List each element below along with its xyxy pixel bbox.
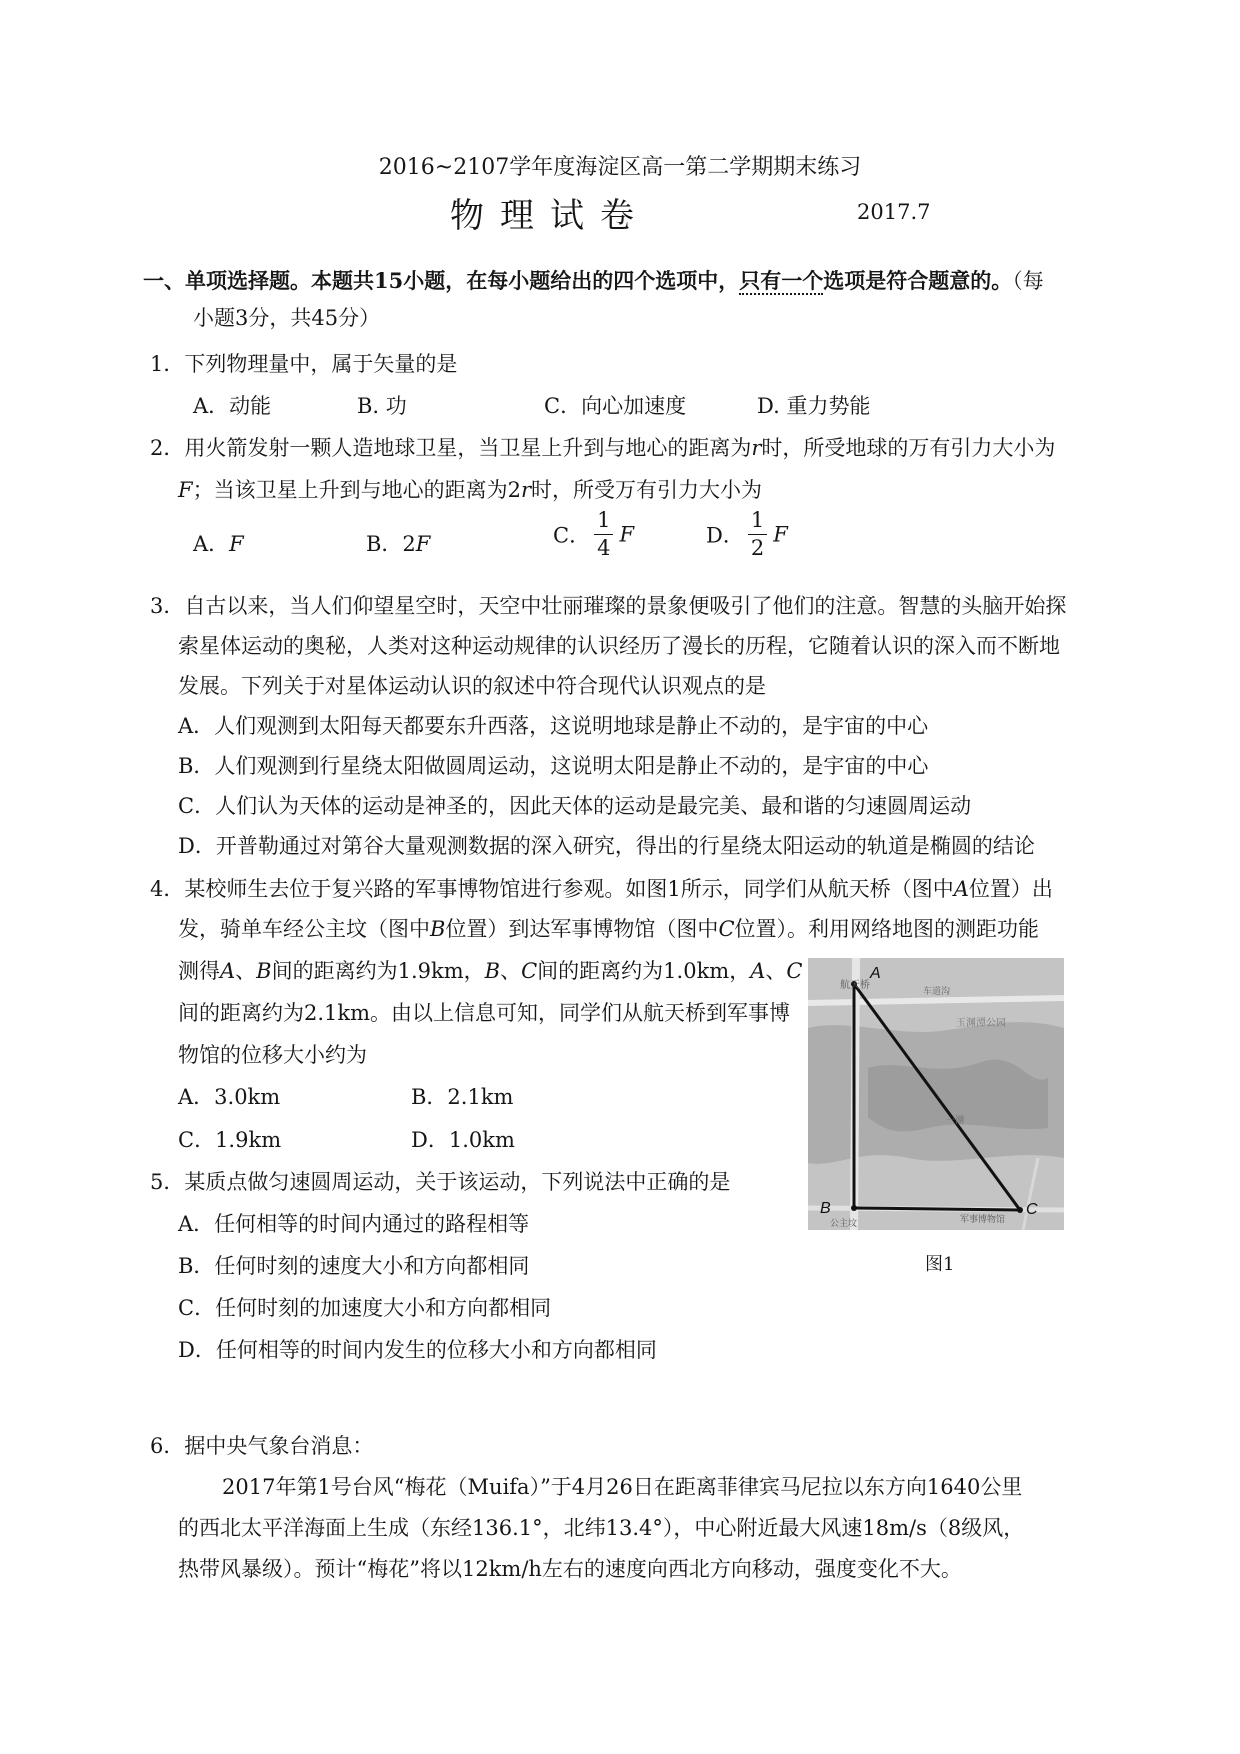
q4-stem-line5: 物馆的位移大小约为 bbox=[178, 1043, 367, 1067]
q4-option-d: D．1.0km bbox=[411, 1128, 515, 1152]
section-heading-bold: 一、单项选择题。本题共15小题，在每小题给出的四个选项中， bbox=[143, 268, 740, 293]
q2-option-c bbox=[553, 510, 634, 559]
q4-text: 位置）。利用网络地图的测距功能 bbox=[734, 917, 1040, 941]
q4-var: A bbox=[750, 959, 766, 983]
map-label-c: C bbox=[1026, 1201, 1038, 1218]
q3-stem-line1: 3．自古以来，当人们仰望星空时，天空中壮丽璀璨的景象便吸引了他们的注意。智慧的头脑开始探 bbox=[150, 594, 1067, 618]
section-heading bbox=[143, 265, 1044, 295]
q1-option-b: B. 功 bbox=[357, 394, 407, 418]
q2-option-c-var: F bbox=[619, 522, 635, 547]
q4-text: 、 bbox=[235, 959, 257, 983]
q4-option-c: C．1.9km bbox=[178, 1128, 282, 1152]
q4-stem-line1 bbox=[150, 873, 1053, 903]
q1-option-c: C．向心加速度 bbox=[544, 394, 687, 418]
q4-stem-line2 bbox=[178, 913, 1039, 943]
q2-option-a bbox=[193, 528, 244, 558]
q4-var: B bbox=[256, 959, 272, 983]
q2-option-b-var: F bbox=[415, 532, 431, 556]
q2-option-d bbox=[706, 510, 788, 559]
q2-option-d-label: D． bbox=[706, 523, 744, 548]
q4-text: 间的距离约为1.0km， bbox=[537, 959, 751, 983]
q4-var: C bbox=[718, 917, 735, 941]
section-heading-note-line2: 小题3分，共45分） bbox=[193, 306, 381, 330]
map-text: 航天桥 bbox=[840, 980, 870, 991]
map-label-a: A bbox=[870, 965, 881, 982]
q1-stem: 1．下列物理量中，属于矢量的是 bbox=[150, 352, 458, 376]
q4-text: 、 bbox=[765, 959, 787, 983]
exam-subject-title: 物理试卷 bbox=[450, 196, 650, 236]
q2-option-b bbox=[366, 528, 430, 558]
q4-stem-line3 bbox=[178, 955, 802, 985]
q2-var: F bbox=[178, 478, 193, 502]
section-heading-bold-end: 选项是符合题意的。 bbox=[823, 268, 1013, 293]
q2-option-c-fraction bbox=[594, 510, 613, 559]
q4-text: 发，骑单车经公主坟（图中 bbox=[178, 917, 430, 941]
figure-map bbox=[808, 958, 1064, 1230]
q2-var: r bbox=[751, 436, 762, 460]
q3-stem-line3: 发展。下列关于对星体运动认识的叙述中符合现代认识观点的是 bbox=[178, 674, 766, 698]
q4-var: C bbox=[786, 959, 803, 983]
q4-option-a: A．3.0km bbox=[178, 1085, 281, 1109]
q2-text: ；当该卫星上升到与地心的距离为2 bbox=[192, 478, 521, 502]
map-text: 玉渊潭公园 bbox=[956, 1018, 1006, 1029]
q4-var: A bbox=[220, 959, 236, 983]
q2-text: 时，所受地球的万有引力大小为 bbox=[761, 436, 1056, 460]
q2-option-a-label: A． bbox=[193, 532, 230, 556]
q5-option-a: A．任何相等的时间内通过的路程相等 bbox=[178, 1212, 530, 1236]
map-text: 车道沟 bbox=[923, 986, 951, 996]
q6-paragraph-line2: 的西北太平洋海面上生成（东经136.1°，北纬13.4°），中心附近最大风速18m/s（8级风， bbox=[178, 1516, 1025, 1540]
q2-option-b-label: B．2 bbox=[366, 532, 416, 556]
q4-var: C bbox=[521, 959, 538, 983]
exam-date: 2017.7 bbox=[857, 200, 931, 224]
q4-text: 4．某校师生去位于复兴路的军事博物馆进行参观。如图1所示，同学们从航天桥（图中 bbox=[150, 877, 954, 901]
q2-option-c-label: C． bbox=[553, 523, 591, 548]
q3-option-d: D．开普勒通过对第谷大量观测数据的深入研究，得出的行星绕太阳运动的轨道是椭圆的结论 bbox=[178, 834, 1035, 858]
q5-option-c: C．任何时刻的加速度大小和方向都相同 bbox=[178, 1296, 552, 1320]
map-text: 军事博物馆 bbox=[960, 1214, 1006, 1224]
q2-option-d-var: F bbox=[773, 522, 788, 547]
map-text: 一湖 bbox=[946, 1115, 965, 1125]
q4-option-b: B．2.1km bbox=[411, 1085, 514, 1109]
q5-option-d: D．任何相等的时间内发生的位移大小和方向都相同 bbox=[178, 1338, 657, 1362]
q4-var: B bbox=[430, 917, 446, 941]
q2-option-d-fraction bbox=[748, 510, 767, 559]
q2-var: r bbox=[520, 478, 531, 502]
q2-stem-line1 bbox=[150, 432, 1055, 462]
q2-stem-line2 bbox=[178, 474, 762, 504]
q5-option-b: B．任何时刻的速度大小和方向都相同 bbox=[178, 1254, 530, 1278]
q6-paragraph-line1: 2017年第1号台风“梅花（Muifa）”于4月26日在距离菲律宾马尼拉以东方向1640公里 bbox=[222, 1475, 1023, 1499]
q5-stem: 5．某质点做匀速圆周运动，关于该运动，下列说法中正确的是 bbox=[150, 1170, 731, 1194]
map-label-b: B bbox=[820, 1200, 831, 1217]
section-heading-note: （每 bbox=[1012, 269, 1044, 293]
q4-text: 测得 bbox=[178, 959, 220, 983]
fraction-denominator: 4 bbox=[597, 536, 611, 560]
q4-var: A bbox=[953, 877, 969, 901]
q3-option-a: A．人们观测到太阳每天都要东升西落，这说明地球是静止不动的，是宇宙的中心 bbox=[178, 714, 929, 738]
q6-stem: 6．据中央气象台消息： bbox=[150, 1434, 374, 1458]
q3-option-c: C．人们认为天体的运动是神圣的，因此天体的运动是最完美、最和谐的匀速圆周运动 bbox=[178, 794, 972, 818]
exam-header-title: 2016~2107学年度海淀区高一第二学期期末练习 bbox=[378, 155, 862, 180]
figure-caption: 图1 bbox=[925, 1254, 955, 1275]
q3-option-b: B．人们观测到行星绕太阳做圆周运动，这说明太阳是静止不动的，是宇宙的中心 bbox=[178, 754, 929, 778]
q2-text: 2．用火箭发射一颗人造地球卫星，当卫星上升到与地心的距离为 bbox=[150, 436, 752, 460]
q6-paragraph-line3: 热带风暴级）。预计“梅花”将以12km/h左右的速度向西北方向移动，强度变化不大。 bbox=[178, 1557, 962, 1581]
map-graphic bbox=[808, 958, 1064, 1230]
fraction-denominator: 2 bbox=[750, 536, 765, 560]
q1-option-d: D. 重力势能 bbox=[757, 394, 871, 418]
q4-text: 位置）到达军事博物馆（图中 bbox=[445, 917, 719, 941]
q4-text: 位置）出 bbox=[968, 877, 1053, 901]
map-text: 公主坟 bbox=[830, 1218, 858, 1228]
q4-var: B bbox=[484, 959, 501, 983]
q2-text: 时，所受万有引力大小为 bbox=[531, 478, 762, 502]
q2-option-a-var: F bbox=[229, 532, 244, 556]
q3-stem-line2: 索星体运动的奥秘，人类对这种运动规律的认识经历了漫长的历程，它随着认识的深入而不断地 bbox=[178, 634, 1060, 658]
fraction-numerator: 1 bbox=[748, 510, 767, 535]
fraction-numerator: 1 bbox=[594, 510, 613, 535]
q1-option-a: A．动能 bbox=[193, 394, 272, 418]
q4-text: 间的距离约为1.9km， bbox=[271, 959, 485, 983]
q4-text: 、 bbox=[500, 959, 522, 983]
section-heading-emphasis: 只有一个 bbox=[739, 268, 824, 293]
q4-stem-line4: 间的距离约为2.1km。由以上信息可知，同学们从航天桥到军事博 bbox=[178, 1001, 791, 1025]
